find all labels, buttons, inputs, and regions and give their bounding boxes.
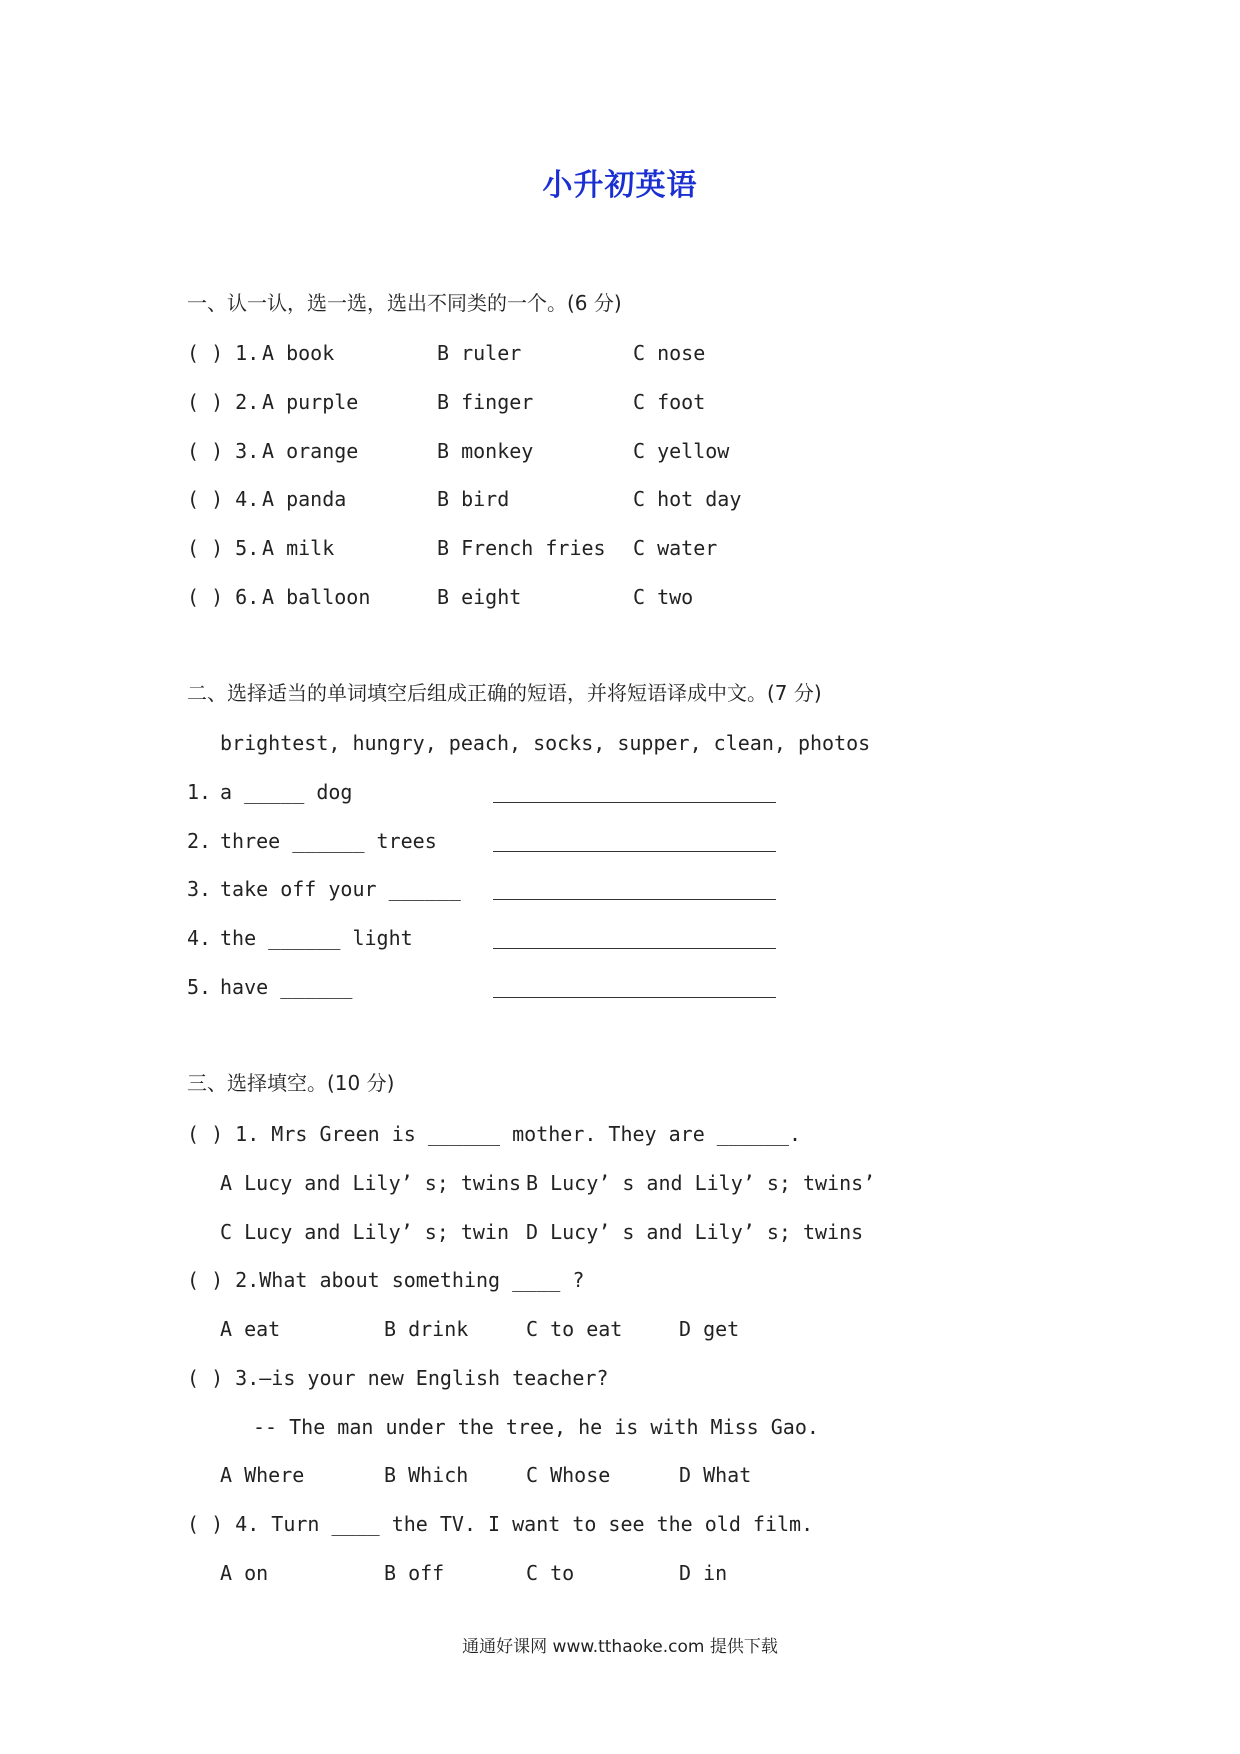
option-c: C two	[633, 585, 694, 609]
item-number: 2.	[187, 829, 212, 853]
option-a: A panda	[262, 487, 347, 511]
question-stem: ( ) 4. Turn ____ the TV. I want to see the old film.	[187, 1512, 814, 1536]
option-c: C nose	[633, 341, 706, 365]
option-d: D get	[679, 1317, 740, 1341]
item-number: 1.	[187, 780, 212, 804]
option-b: B ruler	[437, 341, 522, 365]
phrase: take off your ______	[220, 877, 461, 901]
option-b: B French fries	[437, 536, 606, 560]
page-footer: 通通好课网 www.tthaoke.com 提供下载	[462, 1637, 778, 1657]
answer-line[interactable]	[493, 899, 776, 900]
option-a: A milk	[262, 536, 335, 560]
section3-heading: 三、选择填空。(10 分)	[187, 1071, 395, 1095]
section1-heading: 一、认一认，选一选，选出不同类的一个。(6 分)	[187, 291, 622, 315]
option-b: B Which	[384, 1463, 469, 1487]
option-c: C to	[526, 1561, 575, 1585]
question-stem: ( ) 3.—is your new English teacher?	[187, 1366, 609, 1390]
option-a: A eat	[220, 1317, 281, 1341]
phrase: the ______ light	[220, 926, 413, 950]
option-b: B off	[384, 1561, 445, 1585]
item-number: ( ) 6.	[187, 585, 260, 609]
option-b: B finger	[437, 390, 534, 414]
option-c: C to eat	[526, 1317, 623, 1341]
option-c: C foot	[633, 390, 706, 414]
section2-heading: 二、选择适当的单词填空后组成正确的短语，并将短语译成中文。(7 分)	[187, 681, 822, 705]
option-c: C yellow	[633, 439, 730, 463]
question-stem: ( ) 1. Mrs Green is ______ mother. They are ______.	[187, 1122, 802, 1146]
option-d: D in	[679, 1561, 728, 1585]
word-bank: brightest, hungry, peach, socks, supper, clean, photos	[220, 731, 871, 755]
phrase: have ______	[220, 975, 353, 999]
option-b: B drink	[384, 1317, 469, 1341]
phrase: a _____ dog	[220, 780, 353, 804]
option-b: B Lucy’ s and Lily’ s; twins’	[526, 1171, 876, 1195]
item-number: 3.	[187, 877, 212, 901]
item-number: ( ) 5.	[187, 536, 260, 560]
option-a: A Lucy and Lily’ s; twins	[220, 1171, 522, 1195]
option-c: C Whose	[526, 1463, 611, 1487]
option-d: D Lucy’ s and Lily’ s; twins	[526, 1220, 864, 1244]
item-number: ( ) 3.	[187, 439, 260, 463]
option-b: B eight	[437, 585, 522, 609]
question-reply: -- The man under the tree, he is with Miss Gao.	[253, 1415, 819, 1439]
option-a: A purple	[262, 390, 359, 414]
option-c: C water	[633, 536, 718, 560]
answer-line[interactable]	[493, 997, 776, 998]
option-a: A balloon	[262, 585, 371, 609]
option-b: B bird	[437, 487, 510, 511]
question-stem: ( ) 2.What about something ____ ?	[187, 1268, 585, 1292]
option-a: A Where	[220, 1463, 305, 1487]
answer-line[interactable]	[493, 948, 776, 949]
option-a: A book	[262, 341, 335, 365]
option-b: B monkey	[437, 439, 534, 463]
item-number: ( ) 4.	[187, 487, 260, 511]
page-title: 小升初英语	[542, 168, 698, 203]
option-a: A orange	[262, 439, 359, 463]
item-number: 5.	[187, 975, 212, 999]
answer-line[interactable]	[493, 851, 776, 852]
option-a: A on	[220, 1561, 269, 1585]
option-d: D What	[679, 1463, 752, 1487]
phrase: three ______ trees	[220, 829, 437, 853]
answer-line[interactable]	[493, 802, 776, 803]
item-number: ( ) 1.	[187, 341, 260, 365]
item-number: ( ) 2.	[187, 390, 260, 414]
item-number: 4.	[187, 926, 212, 950]
option-c: C hot day	[633, 487, 742, 511]
option-c: C Lucy and Lily’ s; twin	[220, 1220, 509, 1244]
